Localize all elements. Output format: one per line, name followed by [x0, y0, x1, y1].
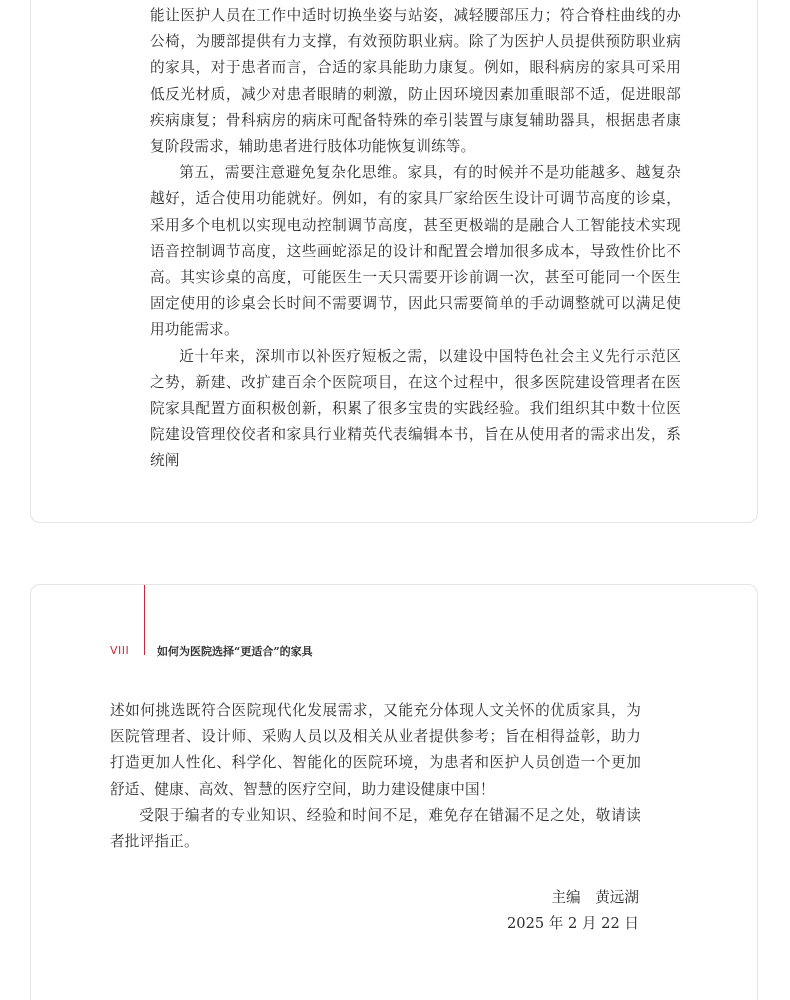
page-number: VIII [110, 644, 130, 657]
paragraph-continued: 能让医护人员在工作中适时切换坐姿与站姿，减轻腰部压力；符合脊柱曲线的办公椅，为腰部提供有力支撑，有效预防职业病。除了为医护人员提供预防职业病的家具，对于患者而言，合适的家具能助力康复。例如，眼科病房的家具可采用低反光材质，减少对患者眼睛的刺激，防止因环境因素加重眼部不适，促进眼部疾病康复；骨科病房的病床可配备特殊的牵引装置与康复辅助器具，根据患者康复阶段需求，辅助患者进行肢体功能恢复训练等。 [150, 7, 681, 156]
preface-page-top [30, 0, 758, 523]
paragraph-continued: 述如何挑选既符合医院现代化发展需求，又能充分体现人文关怀的优质家具，为医院管理者、设计师、采购人员以及相关从业者提供参考；旨在相得益彰，助力打造更加人性化、科学化、智能化的医院环境，为患者和医护人员创造一个更加舒适、健康、高效、智慧的医疗空间，助力建设健康中国！ [110, 702, 641, 798]
paragraph-disclaimer: 受限于编者的专业知识、经验和时间不足，难免存在错漏不足之处，敬请读者批评指正。 [110, 806, 641, 851]
preface-body-top [150, 3, 681, 475]
editor-signature: 主编 黄远湖 [551, 889, 639, 906]
preface-page-bottom [30, 584, 758, 1000]
signature-block [507, 885, 639, 937]
preface-body-bottom [110, 698, 641, 855]
paragraph-fifth-point: 第五，需要注意避免复杂化思维。家具，有的时候并不是功能越多、越复杂越好，适合使用功能就好。例如，有的家具厂家给医生设计可调节高度的诊桌，采用多个电机以实现电动控制调节高度，甚至更极端的是融合人工智能技术实现语音控制调节高度，这些画蛇添足的设计和配置会增加很多成本，导致性价比不高。其实诊桌的高度，可能医生一天只需要开诊前调一次，甚至可能同一个医生固定使用的诊桌会长时间不需要调节，因此只需要简单的手动调整就可以满足使用功能需求。 [150, 164, 681, 339]
header-rule [144, 585, 145, 655]
paragraph-shenzhen: 近十年来，深圳市以补医疗短板之需，以建设中国特色社会主义先行示范区之势，新建、改扩建百余个医院项目，在这个过程中，很多医院建设管理者在医院家具配置方面积极创新，积累了很多宝贵的实践经验。我们组织其中数十位医院建设管理佼佼者和家具行业精英代表编辑本书，旨在从使用者的需求出发，系统阐 [150, 347, 681, 470]
signature-date: 2025 年 2 月 22 日 [507, 915, 639, 932]
running-title: 如何为医院选择“更适合”的家具 [157, 645, 313, 658]
